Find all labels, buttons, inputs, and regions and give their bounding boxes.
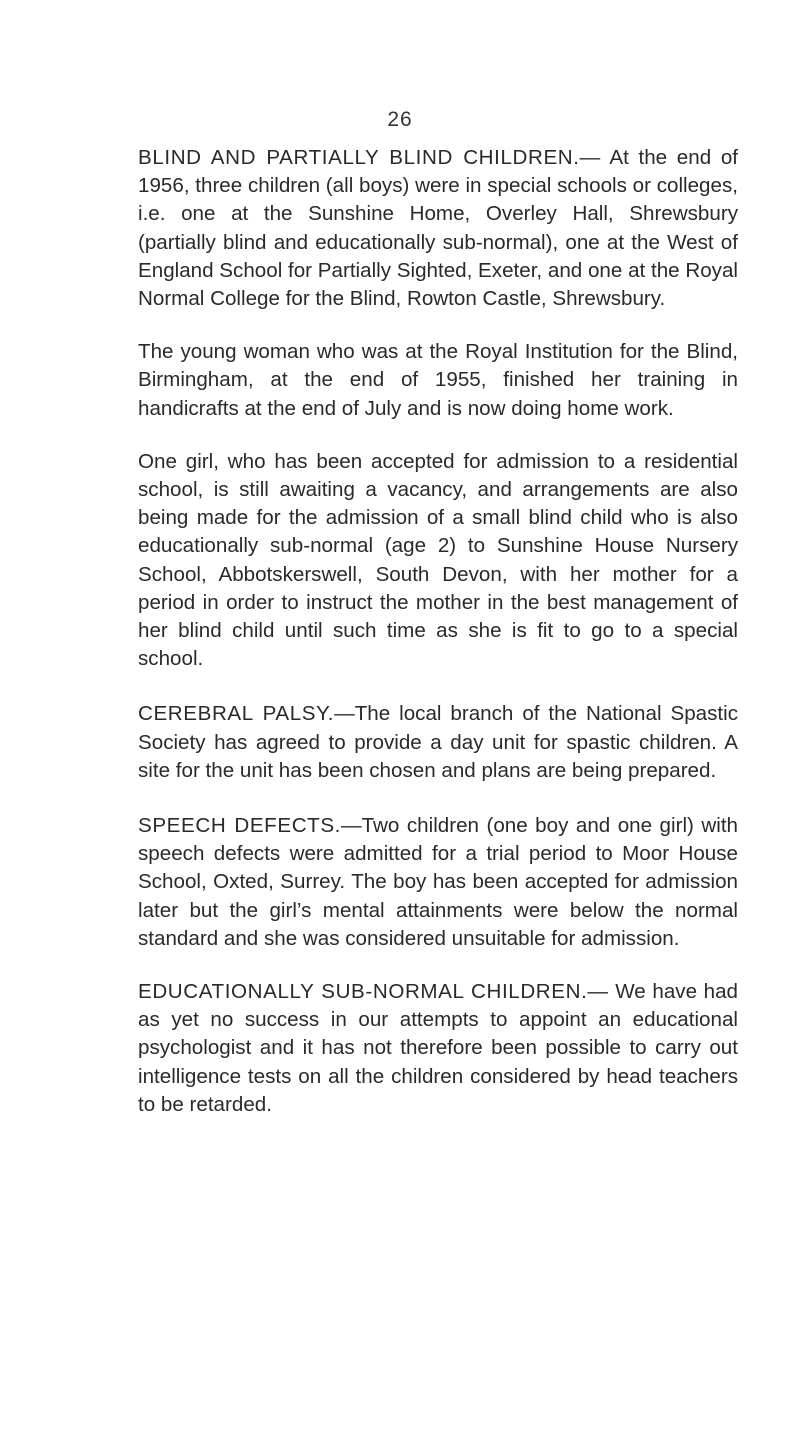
page-number: 26 [387, 108, 413, 131]
paragraph-text: At the end of 1956, three children (all boys) were in special schools or colleges, i.e. one at the Sunshine Home, Overley Hall, Shrewsbury (partially blind and educationally sub-normal), one at the West of England School for Partially Sighted, Exeter, and one at the Royal Normal College for the Blind, Rowton Castle, Shrewsbury. [138, 146, 739, 311]
paragraph-young-woman [138, 338, 738, 423]
paragraph-text: We have had as yet no success in our attempts to appoint an educational psychologist and it has not therefore been possible to carry out intelligence tests on all the children considered by head teachers to be retarded. [138, 980, 738, 1116]
paragraph-one-girl [138, 448, 738, 674]
paragraph-speech-defects [138, 812, 738, 953]
paragraph-text: —Two children (one boy and one girl) with speech defects were admitted for a trial period to Moor House School, Oxted, Surrey. The boy has been accepted for admission later but the girl’s mental attainments were below the normal standard and she was considered unsuitable for admission. [138, 814, 738, 950]
paragraph-text: —The local branch of the National Spastic Society has agreed to provide a day unit for spastic children. A site for the unit has been chosen and plans are being prepared. [138, 702, 739, 782]
paragraph-educationally-subnormal [138, 978, 738, 1119]
section-heading-blind-children: BLIND AND PARTIALLY BLIND CHILDREN.— [138, 146, 601, 169]
paragraph-text: The young woman who was at the Royal Institution for the Blind, Birmingham, at the end of 1955, finished her training in handicrafts at the end of July and is now doing home work. [138, 340, 738, 420]
document-body [138, 144, 738, 1144]
section-heading-cerebral-palsy: CEREBRAL PALSY. [138, 702, 335, 726]
paragraph-blind-children [138, 144, 738, 313]
paragraph-cerebral-palsy [138, 700, 738, 785]
section-heading-speech-defects: SPEECH DEFECTS. [138, 814, 342, 838]
section-heading-educationally-subnormal: EDUCATIONALLY SUB-NORMAL CHILDREN.— [138, 980, 609, 1004]
paragraph-text: One girl, who has been accepted for admission to a residential school, is still awaiting a vacancy, and arrangements are also being made for the admission of a small blind child who is also educationally sub-normal (age 2) to Sunshine House Nursery School, Abbotskerswell, South Devon, with her mother for a period in order to instruct the mother in the best management of her blind child until such time as she is fit to go to a special school. [138, 449, 738, 671]
